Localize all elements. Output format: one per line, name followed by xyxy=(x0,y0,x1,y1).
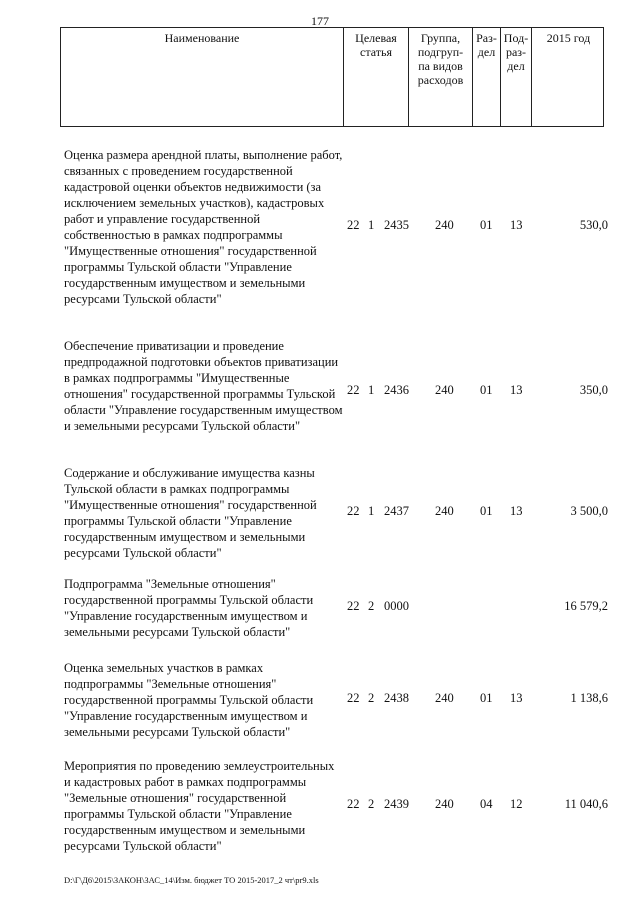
row-section: 01 xyxy=(480,504,493,518)
row-subsection: 13 xyxy=(510,504,523,518)
row-group: 240 xyxy=(435,797,454,811)
row-target-part1: 22 xyxy=(347,383,360,397)
row-target-part1: 22 xyxy=(347,797,360,811)
row-target-part3: 2439 xyxy=(384,797,409,811)
header-target-article: Целевая статья xyxy=(344,28,409,126)
row-subsection: 13 xyxy=(510,383,523,397)
row-amount: 1 138,6 xyxy=(570,691,608,705)
row-subsection: 13 xyxy=(510,691,523,705)
row-subsection: 13 xyxy=(510,218,523,232)
header-section: Раз- дел xyxy=(473,28,501,126)
row-target-part2: 1 xyxy=(368,218,375,232)
header-expense-group: Группа, подгруп- па видов расходов xyxy=(409,28,473,126)
row-amount: 16 579,2 xyxy=(564,599,608,613)
row-target-part2: 2 xyxy=(368,691,375,705)
page-number: 177 xyxy=(311,14,329,28)
row-amount: 11 040,6 xyxy=(564,797,608,811)
row-name: Мероприятия по проведению землеустроительных и кадастровых работ в рамках подпрограммы "Земельные отношения" государственной программы Тульской области "Управление государственным имуществом и земельными ресурсами Тульской области" xyxy=(64,759,335,853)
row-target-part3: 2438 xyxy=(384,691,409,705)
row-group: 240 xyxy=(435,504,454,518)
row-section: 01 xyxy=(480,383,493,397)
header-name: Наименование xyxy=(61,28,344,126)
row-name: Оценка земельных участков в рамках подпрограммы "Земельные отношения" государственной программы Тульской области "Управление государственным имуществом и земельными ресурсами Тульской области" xyxy=(64,661,314,739)
file-path-footer: D:\Г\Д6\2015\ЗАКОН\ЗАС_14\Изм. бюджет ТО 2015-2017_2 чт\pr9.xls xyxy=(64,875,319,885)
row-target-part3: 0000 xyxy=(384,599,409,613)
row-target-part1: 22 xyxy=(347,218,360,232)
row-group: 240 xyxy=(435,691,454,705)
row-target-part1: 22 xyxy=(347,504,360,518)
row-group: 240 xyxy=(435,383,454,397)
row-target-part2: 1 xyxy=(368,504,375,518)
row-subsection: 12 xyxy=(510,797,523,811)
row-amount: 350,0 xyxy=(579,383,608,397)
row-target-part3: 2435 xyxy=(384,218,409,232)
row-section: 01 xyxy=(480,218,493,232)
header-subsection: Под- раз- дел xyxy=(501,28,532,126)
row-target-part2: 2 xyxy=(368,797,375,811)
row-group: 240 xyxy=(435,218,454,232)
row-target-part2: 2 xyxy=(368,599,375,613)
row-name: Обеспечение приватизации и проведение предпродажной подготовки объектов приватизации в рамках подпрограммы "Имущественные отношения" государственной программы Тульской области "Управление государственным имуществом и земельными ресурсами Тульской области" xyxy=(64,339,343,433)
row-section: 04 xyxy=(480,797,493,811)
row-name: Подпрограмма "Земельные отношения" государственной программы Тульской области "Управление государственным имуществом и земельными ресурсами Тульской области" xyxy=(64,577,314,639)
row-target-part3: 2437 xyxy=(384,504,409,518)
row-target-part1: 22 xyxy=(347,599,360,613)
row-amount: 530,0 xyxy=(579,218,608,232)
row-name: Содержание и обслуживание имущества казны Тульской области в рамках подпрограммы "Имущественные отношения" государственной программы Тульской области "Управление государственным имуществом и земельными ресурсами Тульской области" xyxy=(64,466,317,560)
row-name: Оценка размера арендной платы, выполнение работ, связанных с проведением государственной кадастровой оценки объектов недвижимости (за исключением земельных участков), кадастровых работ и управление государственной собственностью в рамках подпрограммы "Имущественные отношения" государственной программы Тульской области "Управление государственным имуществом и земельными ресурсами Тульской области" xyxy=(64,148,343,306)
row-target-part3: 2436 xyxy=(384,383,409,397)
row-target-part2: 1 xyxy=(368,383,375,397)
row-target-part1: 22 xyxy=(347,691,360,705)
header-year: 2015 год xyxy=(546,31,591,45)
row-section: 01 xyxy=(480,691,493,705)
row-amount: 3 500,0 xyxy=(570,504,608,518)
table-header xyxy=(60,27,604,127)
